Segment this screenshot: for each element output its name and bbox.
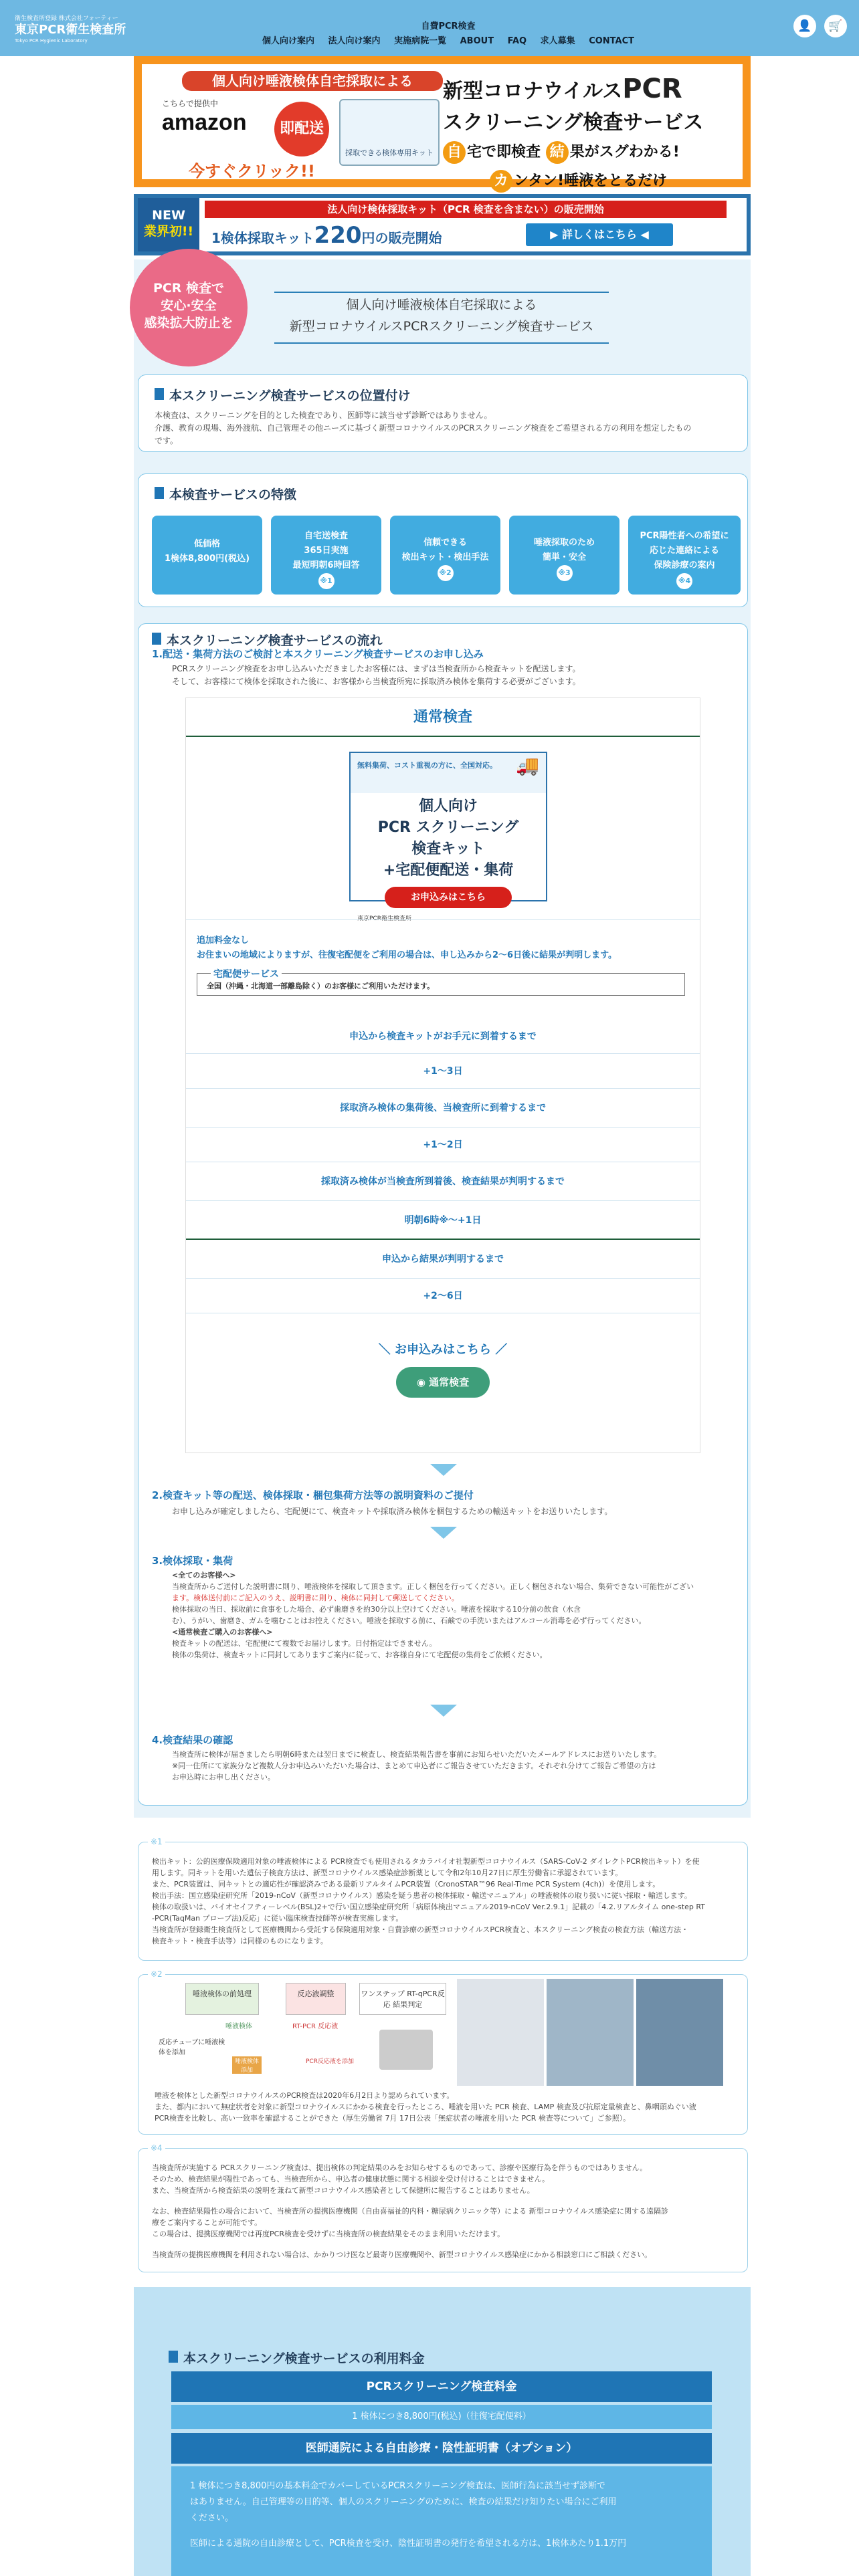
- promo-click-now[interactable]: 今すぐクリック!!: [189, 162, 315, 181]
- pcr-process-diagram: [159, 1983, 453, 2083]
- step-specimen-arrival-days: +1〜2日: [186, 1128, 700, 1162]
- promo-ribbon: 個人向け唾液検体自宅採取による: [182, 71, 443, 91]
- nav-faq[interactable]: FAQ: [507, 36, 527, 46]
- feature-5-line3: 保険診療の案内: [654, 560, 715, 570]
- hero-circle-line1: PCR 検査で: [153, 281, 225, 296]
- note-2-line1: 唾液を検体とした新型コロナウイルスのPCR検査は2020年6月2日より認められています。: [155, 2091, 454, 2100]
- feature-4-note[interactable]: ※3: [557, 565, 573, 581]
- diagram-mix: 反応液調整: [286, 1983, 346, 2015]
- feature-3-line2: 検出キット・検出手法: [401, 552, 489, 562]
- arrow-down-icon: [430, 1705, 457, 1717]
- flow-step3-line5: む）、うがい、歯磨き、ガムを噛むことはお控えください。唾液を採取する前に、石鹸での手洗いまたはアルコール消毒を必ず行ってください。: [172, 1616, 646, 1625]
- note-1-line3: また、PCR装置は、同キットとの適応性が確認済みである最新リアルタイムPCR装置（CronoSTAR™96 Real-Time PCR System (4ch)）を使用します。: [152, 1880, 660, 1889]
- flow-step1-title: 1.配送・集荷方法のご検討と本スクリーニング検査サービスのお申し込み: [152, 648, 484, 660]
- position-text-1: 本検査は、スクリーニングを目的とした検査であり、医師等に該当せず診断ではありません。: [155, 411, 492, 420]
- feature-low-price: [152, 516, 262, 595]
- hero-line-top: [274, 292, 609, 293]
- main-nav: [201, 33, 696, 46]
- cart-icon[interactable]: 🛒: [824, 15, 847, 37]
- diagram-saliva: 唾液検体: [225, 2023, 252, 2030]
- flow-step2-text: お申し込みが確定しましたら、宅配便にて、検査キットや採取済み検体を梱包するための輸送キットをお送りいたします。: [172, 1507, 613, 1516]
- hero-circle: [130, 249, 248, 366]
- promo-easy-saliva: ンタン!唾液をとるだけ: [514, 173, 668, 189]
- feature-5-line1: PCR陽性者への希望に: [640, 531, 729, 541]
- promo-circle-ji: 自: [443, 141, 466, 164]
- flow-heading: 本スクリーニング検査サービスの流れ: [152, 631, 383, 649]
- pricing-heading: 本スクリーニング検査サービスの利用料金: [169, 2349, 425, 2367]
- apply-label-text: お申込みはこちら: [395, 1343, 491, 1357]
- flow-step4-line2: ※同一住所にて家族分など複数人分お申込みいただいた場合は、まとめて申込者にご報告させていただきます。それぞれ分けてご報告ご希望の方は: [172, 1761, 656, 1770]
- hero-line-bottom: [274, 342, 609, 344]
- corporate-details-button[interactable]: ▶ 詳しくはこちら ◀: [526, 223, 673, 246]
- note-1-line4: 検出手法：国立感染症研究所「2019-nCoV（新型コロナウイルス）感染を疑う患者の検体採取・輸送マニュアル」の唾液検体の取り扱いに従い採取・輸送します。: [152, 1891, 692, 1900]
- feature-2-line2: 365日実施: [304, 546, 349, 556]
- flow-step3-line2: 当検査所からご送付した説明書に則り、唾液検体を採取して頂きます。正しく梱包を行ってください。正しく梱包されない場合、集荷できない可能性がござい: [172, 1582, 694, 1591]
- step-result-days: 明朝6時※〜+1日: [186, 1201, 700, 1240]
- truck-icon: 🚚: [516, 754, 539, 776]
- kit-order-image[interactable]: [349, 752, 547, 922]
- pcr-machine-image: [379, 2030, 433, 2070]
- note-2: [138, 1969, 748, 2135]
- corporate-kit-title: 法人向け検体採取キット（PCR 検査を含まない）の販売開始: [205, 201, 727, 218]
- diagram-rtqpcr: ワンステップ RT-qPCR反応 結果判定: [359, 1983, 446, 2015]
- pricing-text-4: 医師による通院の自由診療として、PCR検査を受け、陰性証明書の発行を希望される方は、1検体あたり1.1万円: [190, 2539, 627, 2549]
- kit-title-1: 個人向け: [418, 798, 478, 815]
- note-3: [138, 2143, 748, 2272]
- site-header: [0, 0, 859, 56]
- normal-test-panel: [185, 697, 700, 1453]
- kit-image-footer: 東京PCR衛生検査所: [357, 916, 411, 922]
- feature-positive-guidance: [628, 516, 741, 595]
- delivery-box: [197, 969, 685, 996]
- note-3-label: ※4: [148, 2143, 165, 2153]
- promo-fast-result: 果がスグわかる!: [569, 144, 680, 160]
- user-icon[interactable]: 👤: [793, 15, 816, 37]
- note-3-line3: また、当検査所から検査結果の説明を兼ねて新型コロナウイルス感染者として保健所に報告することはありません。: [152, 2186, 535, 2195]
- nav-recruit[interactable]: 求人募集: [540, 36, 575, 46]
- delivery-title: 宅配便サービス: [211, 967, 282, 980]
- nav-contact[interactable]: CONTACT: [589, 36, 635, 46]
- feature-2-note[interactable]: ※1: [318, 573, 335, 589]
- note-3-line1: 当検査所が実施する PCRスクリーニング検査は、提出検体の判定結果のみをお知らせするものであって、診療や医療行為を伴うものではありません。: [152, 2163, 648, 2172]
- flow-step3-line8: 検体の集荷は、検査キットに同封してありますご案内に従って、お客様自身にて宅配便の集荷をご依頼ください。: [172, 1650, 547, 1659]
- sale-start-label: の販売開始: [375, 230, 442, 246]
- arrow-down-icon: [430, 1527, 457, 1539]
- kit-box-image: [339, 99, 440, 166]
- feature-5-note[interactable]: ※4: [676, 573, 692, 589]
- feature-2-line3: 最短明朝6時回答: [292, 560, 360, 570]
- nav-hospitals[interactable]: 実施病院一覧: [394, 36, 447, 46]
- position-heading: 本スクリーニング検査サービスの位置付け: [155, 386, 731, 404]
- note-3-line5: 療をご案内することが可能です。: [152, 2218, 262, 2227]
- diagram-add-reagent: PCR反応液を添加: [306, 2058, 354, 2065]
- feature-1-title: 低価格: [193, 539, 220, 549]
- new-label: NEW: [152, 208, 185, 223]
- note-1-line6: -PCR(TaqMan プローブ法)反応」に従い臨床検査技師等が検査実施します。: [152, 1914, 403, 1923]
- apply-label: ＼ お申込みはこちら ／: [378, 1343, 508, 1357]
- lab-photo-3: [636, 1979, 723, 2086]
- step-total: 申込から結果が判明するまで: [186, 1240, 700, 1279]
- arrow-down-icon: [430, 1464, 457, 1476]
- position-text-3: です。: [155, 436, 179, 445]
- promo-service-text: スクリーニング検査サービス: [443, 111, 704, 134]
- amazon-promo-banner[interactable]: [134, 56, 751, 187]
- nav-corporate[interactable]: 法人向け案内: [328, 36, 381, 46]
- flow-step4-line1: 当検査所に検体が届きましたら明朝6時または翌日までに検査し、検査結果報告書を事前にお知らせいただいたメールアドレスにお送りいたします。: [172, 1750, 662, 1759]
- features-heading: 本検査サービスの特徴: [155, 485, 731, 503]
- nav-self-pay-pcr[interactable]: 自費PCR検査: [421, 21, 476, 31]
- flow-step1-text-2: そして、お客様にて検体を採取された後に、お客様から当検査所宛に採取済み検体を集荷する必要がございます。: [172, 677, 581, 686]
- normal-test-title: 通常検査: [186, 698, 700, 737]
- note-2-line2: また、都内において無症状者を対象に新型コロナウイルスにかかる検査を行ったところ、唾液を用いた PCR 検査、LAMP 検査及び抗原定量検査と、鼻咽頭ぬぐい液: [155, 2103, 696, 2111]
- normal-test-apply-button[interactable]: ◉ 通常検査: [396, 1367, 490, 1398]
- promo-circle-ketsu: 結: [546, 141, 569, 164]
- delivery-text: 全国（沖縄・北海道一部離島除く）のお客様にご利用いただけます。: [207, 982, 435, 990]
- diagram-pretreatment: 唾液検体の前処理: [185, 1983, 259, 2015]
- flow-step3-line6: <通常検査ご購入のお客様へ>: [172, 1628, 273, 1636]
- note-2-line3: PCR検査を比較し、高い一致率を確認することができた（厚生労働省 7月 17日公表「無症状者の唾液を用いた PCR 検査等について」ご参照）。: [155, 2114, 631, 2123]
- flow-step3-line1: <全てのお客様へ>: [172, 1571, 236, 1580]
- yen-label: 円: [361, 230, 375, 246]
- pricing-pcr-header: PCRスクリーニング検査料金: [171, 2371, 712, 2402]
- pricing-text-1: 1 検体につき8,800円の基本料金でカバーしているPCRスクリーニング検査は、医師行為に該当せず診断で: [190, 2481, 606, 2491]
- hero-circle-line3: 感染拡大防止を: [144, 316, 233, 330]
- pricing-text-3: ください。: [190, 2513, 234, 2523]
- note-1: [138, 1837, 748, 1961]
- flow-step3-line7: 検査キットの配送は、宅配便にて複数でお届けします。日付指定はできません。: [172, 1639, 437, 1648]
- promo-available-at: こちらで提供中: [162, 99, 218, 108]
- step-kit-arrival: 申込から検査キットがお手元に到着するまで: [186, 1019, 700, 1054]
- note-3-line6: この場合は、提携医療機関では再度PCR検査を受けずに当検査所の検査結果をそのまま利用いただけます。: [152, 2230, 505, 2238]
- site-logo[interactable]: [15, 15, 155, 44]
- feature-3-line1: 信頼できる: [423, 538, 467, 548]
- nav-about[interactable]: ABOUT: [460, 36, 494, 46]
- diagram-add-saliva: 唾液検体添加: [232, 2056, 262, 2074]
- pricing-certificate-header: 医師通院による自由診療・陰性証明書（オプション）: [171, 2433, 712, 2464]
- feature-3-note[interactable]: ※2: [438, 565, 454, 581]
- corporate-kit-price: [211, 222, 442, 249]
- flow-step4-line3: お申込時にお申し出ください。: [172, 1773, 275, 1782]
- hero-title-line2: 新型コロナウイルスPCRスクリーニング検査サービス: [289, 319, 594, 334]
- fee-block: [186, 919, 700, 999]
- position-text-2: 介護、教育の現場、海外渡航、自己管理その他ニーズに基づく新型コロナウイルスのPCRスクリーニング検査をご希望される方の利用を想定したもの: [155, 423, 692, 433]
- industry-first-label: 業界初!!: [143, 224, 194, 239]
- pricing-text-2: はありません。自己管理等の目的等、個人のスクリーニングのために、検査の結果だけ知りたい場合にご利用: [190, 2497, 617, 2507]
- kit-title-4: +宅配便配送・集荷: [383, 862, 514, 879]
- feature-4-line1: 唾液採取のため: [533, 538, 595, 548]
- note-1-line7: 当検査所が登録衛生検査所として医療機関から受託する保険適用対象・自費診療の新型コロナウイルスPCR検査と、本スクリーニング検査の検査方法（輸送方法・: [152, 1925, 689, 1934]
- feature-2-line1: 自宅送検査: [304, 531, 348, 541]
- promo-covid-text: 新型コロナウイルス: [443, 80, 623, 103]
- diagram-tube: 反応チューブに唾液検体を添加: [159, 2039, 225, 2056]
- kit-order-button[interactable]: お申込みはこちら: [385, 887, 512, 908]
- logo-english: Tokyo PCR Hygienic Laboratory: [15, 38, 88, 43]
- step-result: 採取済み検体が当検査所到着後、検査結果が判明するまで: [186, 1162, 700, 1201]
- features-section: [138, 473, 748, 607]
- fee-text: お住まいの地域によりますが、往復宅配便をご利用の場合は、申し込みから2〜6日後に結果が判明します。: [197, 950, 617, 960]
- step-specimen-arrival: 採取済み検体の集荷後、当検査所に到着するまで: [186, 1089, 700, 1128]
- note-1-line1: 検出キット：公的医療保険適用対象の唾液検体による PCR検査でも使用されるタカラバイオ社製新型コロナウイルス（SARS-CoV-2 ダイレクトPCR検出キット）を使: [152, 1857, 700, 1866]
- feature-reliable-kit: [390, 516, 500, 595]
- promo-circle-ka: カ: [490, 170, 512, 193]
- position-section: [138, 374, 748, 452]
- note-2-label: ※2: [148, 1969, 165, 1979]
- hero-title: [254, 294, 629, 337]
- hero-circle-line2: 安心·安全: [161, 298, 217, 313]
- diagram-reagent: RT-PCR 反応液: [292, 2023, 339, 2030]
- note-3-line4: なお、検査結果陽性の場合において、当検査所の提携医療機関（自由喜福祉的内科・糖尿病クリニック等）による 新型コロナウイルス感染症に関する遠隔診: [152, 2207, 668, 2216]
- pricing-pcr-value: 1 検体につき8,800円(税込)（往復宅配便料）: [171, 2405, 712, 2429]
- flow-step2-title: 2.検査キット等の配送、検体採取・梱包集荷方法等の説明資料のご提付: [152, 1489, 474, 1501]
- flow-section: [138, 623, 748, 1806]
- kit-price: 220: [314, 222, 362, 249]
- flow-step4-title: 4.検査結果の確認: [152, 1734, 233, 1746]
- instant-delivery-badge: 即配送: [274, 102, 329, 156]
- feature-5-line2: 応じた連絡による: [649, 546, 719, 556]
- amazon-logo: amazon: [162, 110, 247, 135]
- kit-caption: 採取できる検体専用キット: [345, 148, 434, 157]
- note-3-line2: そのため、検査結果が陽性であっても、当検査所から、申込者の健康状態に関する相談を受け付けることはできません。: [152, 2175, 550, 2183]
- pricing-certificate-body: [171, 2466, 712, 2576]
- step-total-days: +2〜6日: [186, 1279, 700, 1313]
- kit-label: 1検体採取キット: [211, 230, 314, 246]
- note-1-line2: 用します。同キットを用いた遺伝子検査方法は、新型コロナウイルス感染症診断薬として令和2年10月27日に厚生労働省に承認されています。: [152, 1868, 623, 1877]
- note-1-line8: 検査キット・検査手法等）は同様のものになります。: [152, 1937, 328, 1945]
- new-badge: [138, 198, 199, 251]
- kit-image-caption: 無料集荷、コスト重視の方に、全国対応。: [357, 761, 497, 770]
- lab-photo-2: [547, 1979, 634, 2086]
- flow-step1-text-1: PCRスクリーニング検査をお申し込みいただきましたお客様には、まずは当検査所から検査キットを配送します。: [172, 664, 581, 673]
- feature-4-line2: 簡単・安全: [542, 552, 586, 562]
- feature-saliva: [509, 516, 619, 595]
- note-3-line7: 当検査所の提携医療機関を利用されない場合は、かかりつけ医など最寄り医療機関や、新型コロナウイルス感染症にかかる相談窓口にご相談ください。: [152, 2250, 652, 2259]
- nav-top[interactable]: [248, 19, 649, 31]
- step-kit-arrival-days: +1〜3日: [186, 1054, 700, 1089]
- lab-photo-1: [457, 1979, 544, 2086]
- note-1-label: ※1: [148, 1837, 165, 1846]
- logo-title: 東京PCR衛生検査所: [15, 23, 126, 37]
- promo-home-test: 宅で即検査: [467, 144, 541, 160]
- fee-label: 追加料金なし: [197, 936, 250, 946]
- nav-individual[interactable]: 個人向け案内: [262, 36, 314, 46]
- corporate-kit-banner[interactable]: [134, 194, 751, 255]
- flow-step3-line4: 検体採取の当日、採取前に食事をした場合、必ず歯磨きを約30分以上空けてください。唾液を採取する10分前の飲食（水含: [172, 1605, 581, 1614]
- hero-title-line1: 個人向け唾液検体自宅採取による: [346, 298, 537, 312]
- promo-pcr-text: PCR: [622, 74, 682, 104]
- logo-subtitle: 衛生検査所登録 株式会社フォーティー: [15, 15, 118, 22]
- flow-step3-line3: ます。検体送付前にご記入のうえ、説明書に則り、検体に同封して郵送してください。: [172, 1594, 459, 1602]
- kit-title-3: 検査キット: [411, 841, 485, 857]
- flow-step3-title: 3.検体採取・集荷: [152, 1555, 233, 1567]
- kit-title-2: PCR スクリーニング: [377, 819, 519, 836]
- note-1-line5: 検体の取扱いは、バイオセイフティーレベル(BSL)2+で行い国立感染症研究所「病原体検出マニュアル2019-nCoV Ver.2.9.1」記載の「4.2.リアルタイム one-step RT: [152, 1903, 705, 1911]
- feature-365-days: [271, 516, 381, 595]
- feature-1-price: 1検体8,800円(税込): [164, 554, 250, 564]
